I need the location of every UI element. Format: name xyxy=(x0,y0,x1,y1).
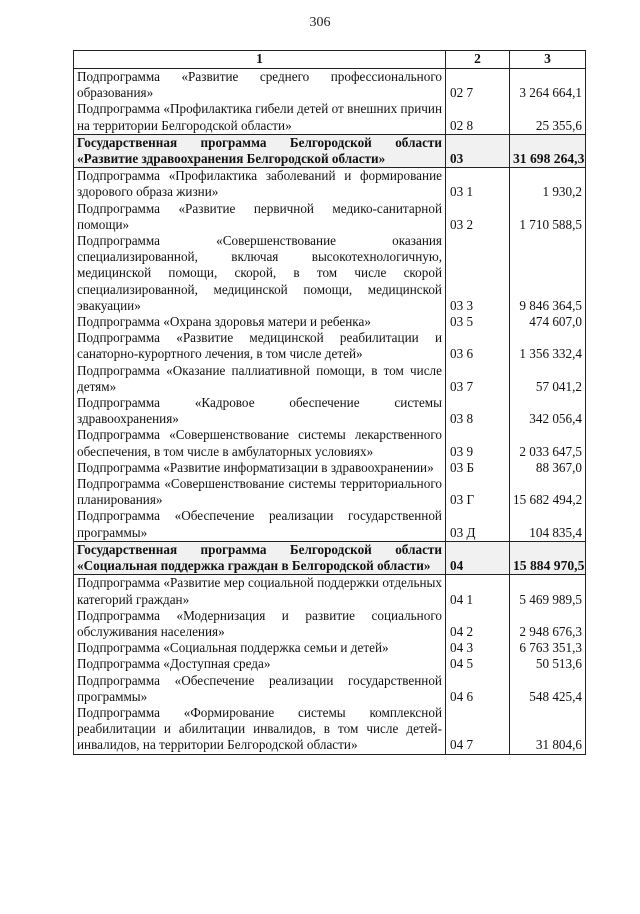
row-code: 02 7 xyxy=(446,69,510,102)
subprogram-row xyxy=(74,101,586,134)
row-name: Подпрограмма «Обеспечение реализации государственной программы» xyxy=(74,508,446,541)
row-code: 03 7 xyxy=(446,363,510,395)
row-name: Подпрограмма «Совершенствование системы лекарственного обеспечения, в том числе в амбулаторных условиях» xyxy=(74,427,446,459)
row-amount: 25 355,6 xyxy=(510,101,586,134)
subprogram-row xyxy=(74,640,586,656)
subprogram-row xyxy=(74,705,586,754)
row-code: 03 3 xyxy=(446,233,510,314)
row-code: 04 7 xyxy=(446,705,510,754)
row-name: Подпрограмма «Развитие среднего профессионального образования» xyxy=(74,69,446,102)
row-code: 03 xyxy=(446,134,510,167)
row-name: Государственная программа Белгородской области «Социальная поддержка граждан в Белгородской области» xyxy=(74,541,446,574)
row-amount: 342 056,4 xyxy=(510,395,586,427)
row-code: 03 Б xyxy=(446,460,510,476)
row-code: 04 5 xyxy=(446,656,510,672)
row-name: Подпрограмма «Формирование системы комплексной реабилитации и абилитации инвалидов, в том числе детей-инвалидов, на территории Белгородской области» xyxy=(74,705,446,754)
subprogram-row xyxy=(74,314,586,330)
row-amount: 6 763 351,3 xyxy=(510,640,586,656)
row-name: Подпрограмма «Развитие мер социальной поддержки отдельных категорий граждан» xyxy=(74,575,446,608)
column-header-3: 3 xyxy=(510,51,586,69)
row-code: 03 Д xyxy=(446,508,510,541)
row-code: 03 5 xyxy=(446,314,510,330)
column-header-1: 1 xyxy=(74,51,446,69)
subprogram-row xyxy=(74,168,586,201)
program-row xyxy=(74,541,586,574)
row-name: Подпрограмма «Кадровое обеспечение системы здравоохранения» xyxy=(74,395,446,427)
row-name: Подпрограмма «Профилактика гибели детей от внешних причин на территории Белгородской области» xyxy=(74,101,446,134)
subprogram-row xyxy=(74,608,586,640)
row-code: 03 9 xyxy=(446,427,510,459)
row-name: Подпрограмма «Развитие медицинской реабилитации и санаторно-курортного лечения, в том числе детей» xyxy=(74,330,446,362)
row-amount: 2 033 647,5 xyxy=(510,427,586,459)
row-amount: 1 710 588,5 xyxy=(510,201,586,233)
row-amount: 15 884 970,5 xyxy=(510,541,586,574)
row-amount: 474 607,0 xyxy=(510,314,586,330)
subprogram-row xyxy=(74,460,586,476)
row-amount: 57 041,2 xyxy=(510,363,586,395)
row-name: Подпрограмма «Модернизация и развитие социального обслуживания населения» xyxy=(74,608,446,640)
subprogram-row xyxy=(74,673,586,705)
row-amount: 1 930,2 xyxy=(510,168,586,201)
subprogram-row xyxy=(74,233,586,314)
row-amount: 31 698 264,3 xyxy=(510,134,586,167)
subprogram-row xyxy=(74,575,586,608)
row-name: Подпрограмма «Развитие информатизации в здравоохранении» xyxy=(74,460,446,476)
subprogram-row xyxy=(74,330,586,362)
column-header-2: 2 xyxy=(446,51,510,69)
row-code: 03 1 xyxy=(446,168,510,201)
subprogram-row xyxy=(74,69,586,102)
subprogram-row xyxy=(74,656,586,672)
row-name: Подпрограмма «Охрана здоровья матери и ребенка» xyxy=(74,314,446,330)
row-code: 04 2 xyxy=(446,608,510,640)
table-header xyxy=(74,51,586,69)
row-code: 02 8 xyxy=(446,101,510,134)
subprogram-row xyxy=(74,427,586,459)
row-amount: 2 948 676,3 xyxy=(510,608,586,640)
subprogram-row xyxy=(74,201,586,233)
row-code: 04 xyxy=(446,541,510,574)
row-name: Подпрограмма «Совершенствование оказания специализированной, включая высокотехнологичную, медицинской помощи, скорой, в том числе скорой специализированной, медицинской помощи, медицинской эвакуации» xyxy=(74,233,446,314)
row-name: Подпрограмма «Социальная поддержка семьи и детей» xyxy=(74,640,446,656)
row-amount: 50 513,6 xyxy=(510,656,586,672)
row-name: Подпрограмма «Профилактика заболеваний и формирование здорового образа жизни» xyxy=(74,168,446,201)
row-amount: 9 846 364,5 xyxy=(510,233,586,314)
row-amount: 31 804,6 xyxy=(510,705,586,754)
row-amount: 104 835,4 xyxy=(510,508,586,541)
row-code: 04 1 xyxy=(446,575,510,608)
row-amount: 88 367,0 xyxy=(510,460,586,476)
row-amount: 1 356 332,4 xyxy=(510,330,586,362)
page-number: 306 xyxy=(309,15,331,30)
row-amount: 5 469 989,5 xyxy=(510,575,586,608)
subprogram-row xyxy=(74,395,586,427)
program-row xyxy=(74,134,586,167)
row-amount: 15 682 494,2 xyxy=(510,476,586,508)
table-body xyxy=(74,69,586,755)
row-code: 03 8 xyxy=(446,395,510,427)
row-amount: 3 264 664,1 xyxy=(510,69,586,102)
subprogram-row xyxy=(74,476,586,508)
subprogram-row xyxy=(74,363,586,395)
row-code: 03 2 xyxy=(446,201,510,233)
row-code: 03 Г xyxy=(446,476,510,508)
row-name: Подпрограмма «Обеспечение реализации государственной программы» xyxy=(74,673,446,705)
row-code: 04 6 xyxy=(446,673,510,705)
row-name: Государственная программа Белгородской области «Развитие здравоохранения Белгородской области» xyxy=(74,134,446,167)
row-name: Подпрограмма «Совершенствование системы территориального планирования» xyxy=(74,476,446,508)
row-code: 03 6 xyxy=(446,330,510,362)
budget-table xyxy=(73,50,586,755)
row-name: Подпрограмма «Развитие первичной медико-санитарной помощи» xyxy=(74,201,446,233)
row-name: Подпрограмма «Доступная среда» xyxy=(74,656,446,672)
subprogram-row xyxy=(74,508,586,541)
row-amount: 548 425,4 xyxy=(510,673,586,705)
row-code: 04 3 xyxy=(446,640,510,656)
row-name: Подпрограмма «Оказание паллиативной помощи, в том числе детям» xyxy=(74,363,446,395)
